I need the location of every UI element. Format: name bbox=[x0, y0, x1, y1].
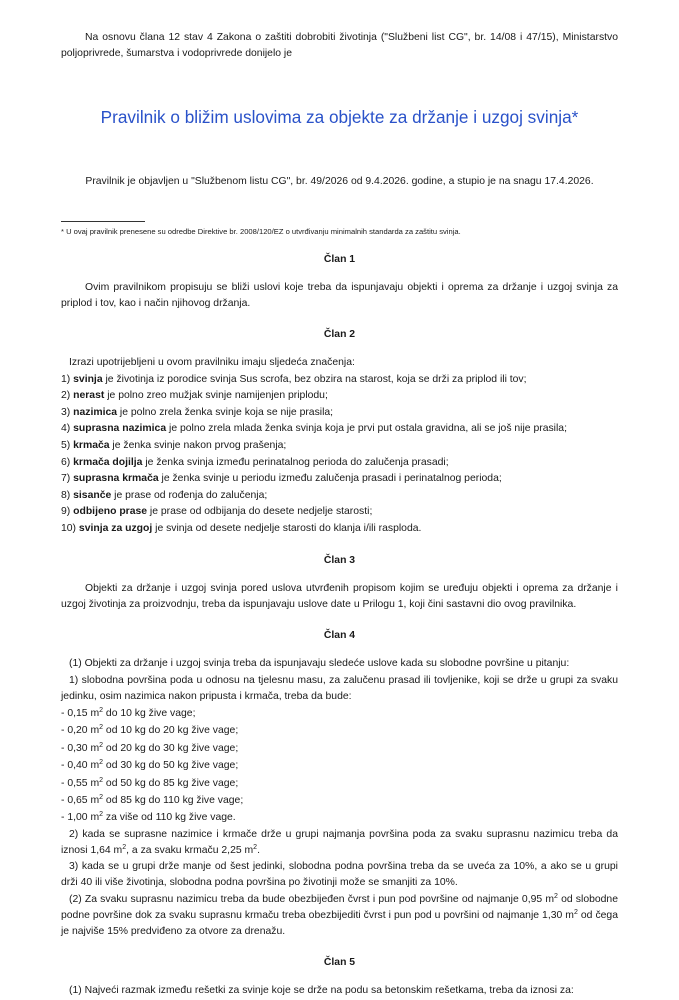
document-title: Pravilnik o bližim uslovima za objekte za držanje i uzgoj svinja* bbox=[100, 107, 579, 128]
article-4-para-2: 1) slobodna površina poda u odnosu na tjelesnu masu, za zalučenu prasad ili tovljenike, koji se drže u grupi za svaku jedinku, osim nazimica nakon pripusta i krmača, treba da bude: bbox=[61, 674, 618, 702]
list-item: 9) odbijeno prase je prase od odbijanja do desete nedjelje starosti; bbox=[61, 506, 373, 518]
footnote-divider bbox=[61, 221, 145, 222]
list-item: - 0,40 $m^2$ od 30 kg do 50 kg žive vage; bbox=[61, 759, 239, 772]
list-item: 3) nazimica je polno zrela ženka svinje koja se nije prasila; bbox=[61, 406, 334, 418]
article-5-heading: Član 5 bbox=[323, 957, 356, 969]
list-item: - 0,20 $m^2$ od 10 kg do 20 kg žive vage; bbox=[61, 724, 239, 737]
list-item: 7) suprasna krmača je ženka svinje u periodu između zalučenja prasadi i perinatalnog perioda; bbox=[61, 473, 502, 485]
article-1-text: Ovim pravilnikom propisuju se bliži uslovi koje treba da ispunjavaju objekti i oprema za držanje i uzgoj svinja za priplod i tov, kao i način njihovog držanja. bbox=[61, 281, 618, 310]
article-4-heading: Član 4 bbox=[323, 630, 356, 642]
list-item: - 1,00 $m^2$ za više od 110 kg žive vage. bbox=[61, 811, 236, 824]
article-4-para-5: (2) Za svaku suprasnu nazimicu treba da bude obezbijeđen čvrst i pun pod površine od najmanje 0,95 $m^2$ od slobodne podne površine dok za svaku suprasnu krmaču treba obezbijediti čvrst i pun pod u površini od najmanje 1,30 $m^2$ od čega je najviše 15% predviđeno za otvore za drenažu. bbox=[61, 892, 618, 938]
list-item: 8) sisanče je prase od rođenja do zalučenja; bbox=[61, 489, 268, 501]
article-1-heading: Član 1 bbox=[323, 253, 356, 265]
list-item: 4) suprasna nazimica je polno zrela mlada ženka svinja koja je prvi put ostala gravidna, ali se još nije prasila; bbox=[61, 423, 567, 435]
article-2-heading: Član 2 bbox=[323, 329, 356, 341]
list-item: 1) svinja je životinja iz porodice svinja Sus scrofa, bez obzira na starost, koja se drži za priplod ili tov; bbox=[61, 373, 527, 385]
article-3-text: Objekti za držanje i uzgoj svinja pored uslova utvrđenih propisom kojim se uređuju objekti i oprema za držanje i uzgoj životinja za proizvodnju, treba da ispunjavaju uslove date u Prilogu 1, koji čini sastavni dio ovog pravilnika. bbox=[61, 582, 618, 610]
publication-note: Pravilnik je objavljen u "Službenom listu CG", br. 49/2026 od 9.4.2026. godine, a stupio je na snagu 17.4.2026. bbox=[85, 176, 594, 188]
list-item: - 0,65 $m^2$ od 85 kg do 110 kg žive vage; bbox=[61, 794, 244, 807]
list-item: 6) krmača dojilja je ženka svinja između perinatalnog perioda do zalučenja prasadi; bbox=[61, 456, 449, 468]
article-5-text: (1) Najveći razmak između rešetki za svinje koje se drže na podu sa betonskim rešetkama, treba da iznosi za: bbox=[69, 985, 574, 997]
list-item: - 0,55 $m^2$ od 50 kg do 85 kg žive vage; bbox=[61, 776, 239, 789]
article-4-para-4: 3) kada se u grupi drže manje od šest jedinki, slobodna podna površina treba da se uveća za 10%, a ako se u grupi drži 40 ili više životinja, slobodna podna površina po životinji može se smanjiti za 10%. bbox=[61, 861, 618, 889]
list-item: - 0,30 $m^2$ od 20 kg do 30 kg žive vage; bbox=[61, 741, 239, 754]
area-list bbox=[61, 705, 618, 827]
list-item: 2) nerast je polno zreo mužjak svinje namijenjen priplodu; bbox=[61, 390, 328, 402]
footnote: * U ovaj pravilnik prenesene su odredbe Direktive br. 2008/120/EZ o utvrđivanju minimalnih standarda za zaštitu svinja. bbox=[61, 226, 461, 236]
article-4-para-1: (1) Objekti za držanje i uzgoj svinja treba da ispunjavaju sledeće uslove kada su slobodne površine u pitanju: bbox=[69, 658, 570, 670]
article-2-lead: Izrazi upotrijebljeni u ovom pravilniku imaju sljedeća značenja: bbox=[69, 357, 355, 369]
list-item: 5) krmača je ženka svinje nakon prvog prašenja; bbox=[61, 440, 287, 451]
article-4-para-3: 2) kada se suprasne nazimice i krmače drže u grupi najmanja površina poda za svaku suprasnu nazimicu treba da iznosi 1,64 $m^2$, a za svaku krmaču 2,25 $m^2$. bbox=[61, 828, 618, 857]
list-item: 10) svinja za uzgoj je svinja od desete nedjelje starosti do klanja i/ili rasploda. bbox=[61, 522, 422, 534]
intro-paragraph: Na osnovu člana 12 stav 4 Zakona o zaštiti dobrobiti životinja ("Službeni list CG", br. 14/08 i 47/15), Ministarstvo poljoprivrede, šumarstva i vodoprivrede donijelo je bbox=[61, 32, 618, 60]
list-item: - 0,15 $m^2$ do 10 kg žive vage; bbox=[61, 706, 196, 719]
definitions-list bbox=[61, 372, 618, 538]
article-3-heading: Član 3 bbox=[323, 554, 356, 566]
